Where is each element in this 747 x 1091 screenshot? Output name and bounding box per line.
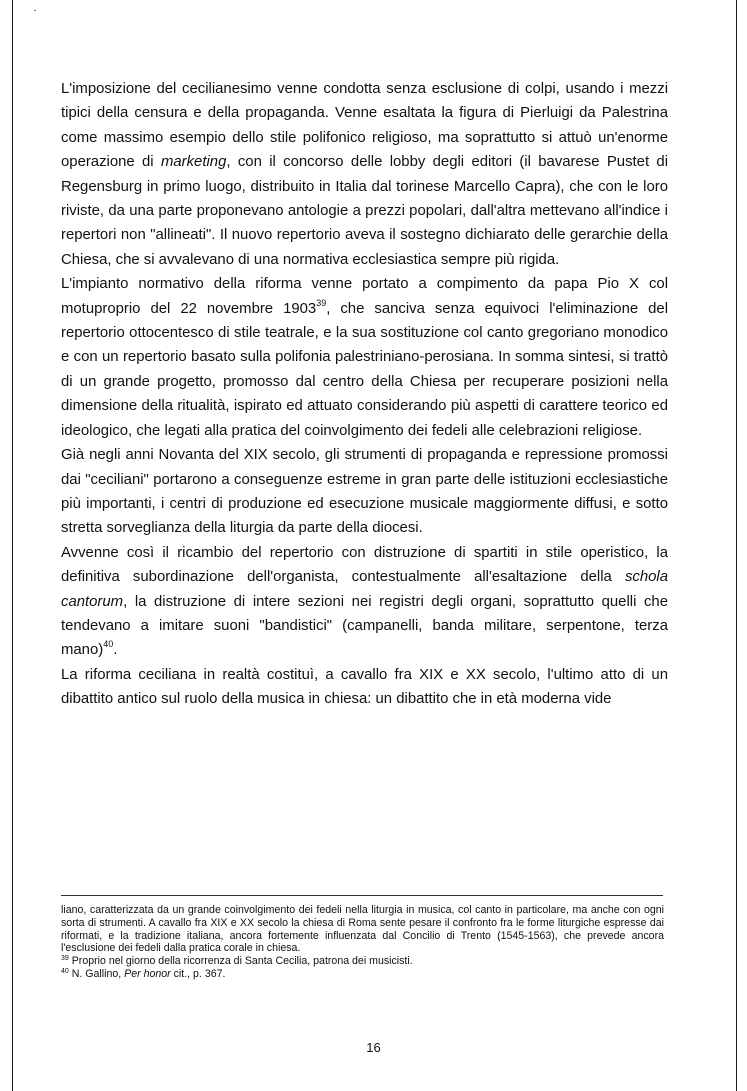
main-text <box>61 77 668 712</box>
footnote-40-title: Per honor <box>124 967 171 980</box>
emphasis-schola-cantorum: schola cantorum <box>61 569 668 610</box>
footnote-39: $^{39}$ Proprio nel giorno della ricorrenza di Santa Cecilia, patrona dei musicisti. <box>61 955 413 968</box>
paragraph-1: L'imposizione del cecilianesimo venne condotta senza esclusione di colpi, usando i mezzi tipici della censura e della propaganda. Venne esaltata la figura di Pierluigi da Palestrina come massimo esempio dello stile polifonico religioso, ma soprattutto si attuò un'enorme operazione di marketing, con il concorso delle lobby degli editori (il bavarese Pustet di Regensburg in primo luogo, distribuito in Italia dal torinese Marcello Capra), che con le loro riviste, da una parte proponevano antologie a prezzi popolari, dall'altra mettevano all'indice i repertori non "allineati". Il nuovo repertorio aveva il sostegno dichiarato delle gerarchie della Chiesa, che si avvalevano di una normativa ecclesiastica sempre più rigida. <box>61 81 669 268</box>
footnote-ref-40[interactable]: 40 <box>103 639 114 650</box>
scan-speck <box>34 10 36 11</box>
footnote-mark-39: 39 <box>61 955 69 963</box>
paragraph-2: L'impianto normativo della riforma venne portato a compimento da papa Pio X col motuproprio del 22 novembre 1903$^{39}$, che sanciva senza equivoci l'eliminazione del repertorio ottocentesco di stile teatrale, e la sua sostituzione col canto gregoriano monodico e con un repertorio basato sulla polifonia palestriniano-perosiana. In somma sintesi, si trattò di un grande progetto, promosso dal centro della Chiesa per recuperare posizioni nella dimensione della ritualità, ispirato ed attuato considerando più aspetti di carattere teorico ed ideologico, che legati alla pratica del coinvolgimento dei fedeli alle celebrazioni religiose. <box>61 276 668 439</box>
page-number: 16 <box>366 1040 381 1055</box>
footnotes <box>61 904 664 981</box>
paragraph-4: Avvenne così il ricambio del repertorio con distruzione di spartiti in stile operistico, la definitiva subordinazione dell'organista, contestualmente all'esaltazione della schola cantorum, la distruzione di intere sezioni nei registri degli organi, soprattutto quelli che tendevano a imitare suoni "bandistici" (campanelli, banda militare, serpentone, terza mano)$^{40}$. <box>61 544 668 659</box>
footnote-mark-40: 40 <box>61 967 69 975</box>
footnote-continuation: liano, caratterizzata da un grande coinvolgimento dei fedeli nella liturgia in musica, col canto in particolare, ma anche con ogni sorta di strumenti. A cavallo fra XIX e XX secolo la chiesa di Roma sente pesare il confronto fra le forme liturgiche espresse dai riformati, e la tradizione italiana, ancora fortemente influenzata dal Concilio di Trento (1545-1563), che prevede ancora l'esclusione dei fedeli dalla pratica corale in chiesa. <box>61 904 664 955</box>
footnote-40: $^{40}$ N. Gallino, Per honor cit., p. 367. <box>61 967 226 980</box>
footnote-ref-39[interactable]: 39 <box>316 297 327 308</box>
scan-right-edge <box>736 0 737 1091</box>
paragraph-3: Già negli anni Novanta del XIX secolo, gli strumenti di propaganda e repressione promossi dai "ceciliani" portarono a conseguenze estreme in gran parte delle istituzioni ecclesiastiche più importanti, i centri di produzione ed esecuzione musicale maggiormente diffusi, e sotto stretta sorveglianza della liturgia da parte della diocesi. <box>61 447 668 537</box>
emphasis-marketing: marketing <box>160 154 227 171</box>
footnote-separator <box>61 895 663 896</box>
scan-left-edge <box>12 0 13 1091</box>
paragraph-5: La riforma ceciliana in realtà costituì, a cavallo fra XIX e XX secolo, l'ultimo atto di un dibattito antico sul ruolo della musica in chiesa: un dibattito che in età moderna vide <box>61 666 668 708</box>
